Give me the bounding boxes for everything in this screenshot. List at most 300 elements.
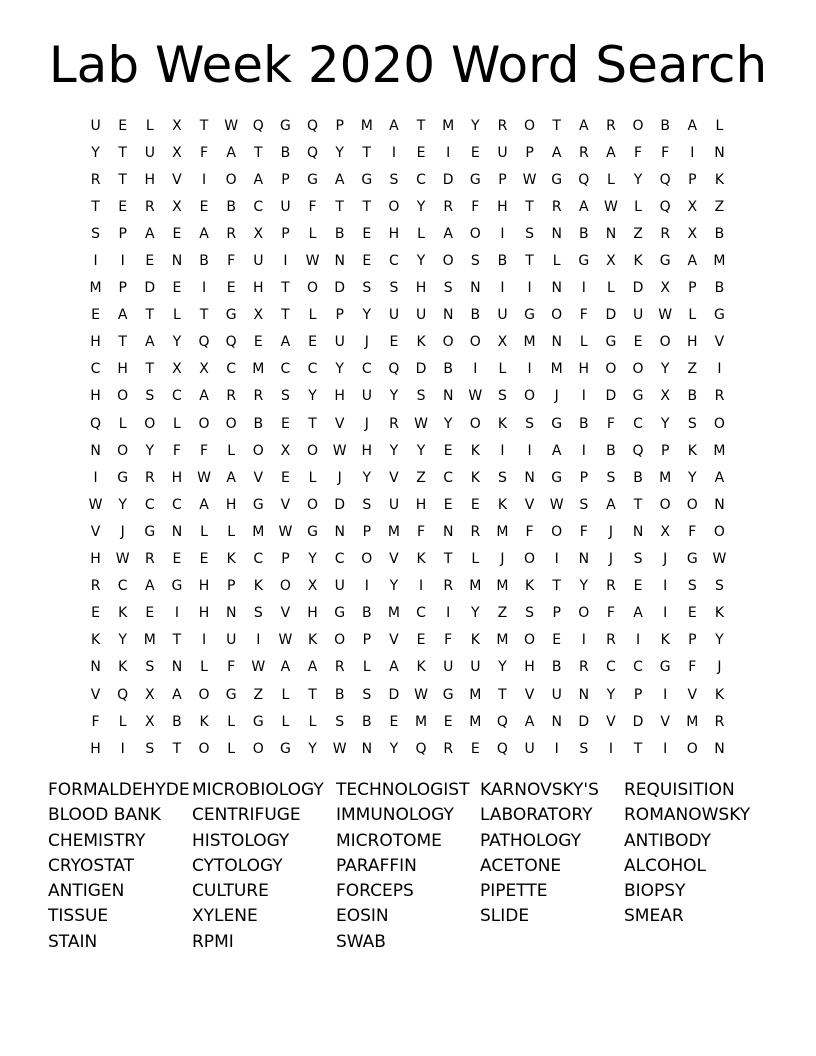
grid-letter[interactable]: F [579,523,588,540]
grid-letter[interactable]: A [443,225,453,242]
grid-letter[interactable]: B [633,469,643,486]
grid-letter[interactable]: S [253,605,263,622]
grid-letter[interactable]: B [579,415,589,432]
grid-letter[interactable]: Q [307,144,319,161]
grid-letter[interactable]: U [470,659,481,676]
grid-letter[interactable]: M [659,469,672,486]
grid-letter[interactable]: W [332,740,347,757]
grid-letter[interactable]: Q [225,334,237,351]
grid-letter[interactable]: O [198,415,210,432]
grid-letter[interactable]: U [497,144,508,161]
grid-letter[interactable]: V [172,171,182,188]
grid-letter[interactable]: O [117,388,129,405]
grid-letter[interactable]: R [443,578,454,595]
grid-letter[interactable]: C [172,388,182,405]
grid-letter[interactable]: X [280,442,291,459]
grid-letter[interactable]: I [527,442,532,459]
grid-letter[interactable]: S [579,740,589,757]
grid-letter[interactable]: K [416,551,426,568]
grid-letter[interactable]: P [226,578,236,595]
grid-letter[interactable]: M [143,632,156,649]
grid-letter[interactable]: D [578,713,590,730]
grid-letter[interactable]: E [633,578,643,595]
grid-letter[interactable]: R [606,117,616,134]
grid-letter[interactable]: G [686,551,698,568]
grid-letter[interactable]: H [171,469,183,486]
grid-letter[interactable]: X [172,198,182,215]
grid-letter[interactable]: T [199,117,209,134]
grid-letter[interactable]: R [334,659,345,676]
grid-letter[interactable]: S [525,415,534,432]
grid-letter[interactable]: T [308,415,317,432]
grid-letter[interactable]: E [362,225,372,242]
grid-letter[interactable]: K [633,253,643,270]
grid-letter[interactable]: G [307,171,318,188]
grid-letter[interactable]: X [172,117,182,134]
grid-letter[interactable]: H [687,334,698,351]
grid-letter[interactable]: K [416,334,426,351]
grid-letter[interactable]: O [225,171,237,188]
grid-letter[interactable]: N [334,523,345,540]
grid-letter[interactable]: Z [633,225,643,242]
grid-letter[interactable]: X [145,686,155,703]
grid-letter[interactable]: V [90,523,101,540]
grid-letter[interactable]: B [551,659,562,676]
grid-letter[interactable]: L [498,361,507,378]
grid-letter[interactable]: G [334,605,346,622]
grid-letter[interactable]: S [145,659,155,676]
grid-letter[interactable]: G [280,740,291,757]
grid-letter[interactable]: O [469,334,481,351]
grid-letter[interactable]: I [201,171,207,188]
grid-letter[interactable]: S [470,253,480,270]
grid-letter[interactable]: M [252,523,265,540]
grid-letter[interactable]: F [444,632,453,649]
grid-letter[interactable]: K [253,578,263,595]
grid-letter[interactable]: U [388,496,400,513]
grid-letter[interactable]: N [578,686,590,703]
grid-letter[interactable]: C [280,361,291,378]
grid-letter[interactable]: T [443,551,453,568]
grid-letter[interactable]: B [253,415,264,432]
grid-letter[interactable]: R [389,415,399,432]
grid-letter[interactable]: S [714,578,724,595]
grid-letter[interactable]: A [579,198,589,215]
grid-letter[interactable]: M [469,686,482,703]
grid-letter[interactable]: X [253,307,264,324]
grid-letter[interactable]: W [604,198,618,215]
grid-letter[interactable]: S [606,469,616,486]
grid-letter[interactable]: I [554,740,559,757]
grid-letter[interactable]: T [308,686,317,703]
grid-letter[interactable]: K [470,442,480,459]
grid-letter[interactable]: X [687,198,698,215]
grid-letter[interactable]: U [334,334,345,351]
grid-letter[interactable]: P [335,307,344,324]
grid-letter[interactable]: G [578,253,590,270]
grid-letter[interactable]: H [144,171,156,188]
grid-letter[interactable]: Q [496,713,508,730]
grid-letter[interactable]: I [283,253,288,270]
grid-letter[interactable]: C [334,551,345,568]
grid-letter[interactable]: V [660,713,670,730]
grid-letter[interactable]: Q [578,171,590,188]
grid-letter[interactable]: Y [688,469,697,486]
grid-letter[interactable]: F [606,605,615,622]
grid-letter[interactable]: J [554,388,559,405]
grid-letter[interactable]: H [388,225,400,242]
grid-letter[interactable]: L [308,307,317,324]
grid-letter[interactable]: N [524,469,535,486]
grid-letter[interactable]: V [90,686,101,703]
grid-letter[interactable]: B [362,713,372,730]
grid-letter[interactable]: I [690,144,695,161]
grid-letter[interactable]: P [335,117,344,134]
grid-letter[interactable]: A [606,144,616,161]
grid-letter[interactable]: I [581,388,586,405]
grid-letter[interactable]: Z [714,198,725,215]
grid-letter[interactable]: E [145,605,155,622]
grid-letter[interactable]: L [688,307,697,324]
grid-letter[interactable]: A [606,496,616,513]
grid-letter[interactable]: T [118,334,127,351]
grid-letter[interactable]: K [687,442,697,459]
grid-letter[interactable]: U [361,388,372,405]
grid-letter[interactable]: C [416,605,426,622]
grid-letter[interactable]: E [470,144,480,161]
grid-letter[interactable]: I [500,225,505,242]
grid-letter[interactable]: O [551,307,563,324]
grid-letter[interactable]: G [442,686,454,703]
grid-letter[interactable]: Z [687,361,698,378]
grid-letter[interactable]: N [551,713,562,730]
grid-letter[interactable]: Y [633,171,643,188]
grid-letter[interactable]: E [416,144,426,161]
grid-letter[interactable]: P [525,144,534,161]
grid-letter[interactable]: O [578,605,590,622]
grid-letter[interactable]: H [198,578,210,595]
grid-letter[interactable]: A [687,117,698,134]
grid-letter[interactable]: G [280,117,291,134]
grid-letter[interactable]: K [714,686,725,703]
grid-letter[interactable]: A [280,659,291,676]
grid-letter[interactable]: G [361,171,373,188]
grid-letter[interactable]: D [605,388,617,405]
grid-letter[interactable]: L [173,415,181,432]
grid-letter[interactable]: Y [308,388,317,405]
grid-letter[interactable]: Y [606,686,616,703]
grid-letter[interactable]: F [227,659,236,676]
grid-letter[interactable]: J [364,415,369,432]
grid-letter[interactable]: J [608,551,613,568]
grid-letter[interactable]: B [606,442,616,459]
grid-letter[interactable]: N [470,280,481,297]
grid-letter[interactable]: V [714,334,725,351]
grid-letter[interactable]: K [497,415,508,432]
grid-letter[interactable]: O [442,334,454,351]
grid-letter[interactable]: A [714,469,725,486]
grid-letter[interactable]: M [442,117,455,134]
grid-letter[interactable]: R [578,659,589,676]
grid-letter[interactable]: I [500,442,505,459]
grid-letter[interactable]: G [659,659,671,676]
grid-letter[interactable]: B [334,225,345,242]
grid-letter[interactable]: W [251,659,266,676]
grid-letter[interactable]: S [389,280,399,297]
grid-letter[interactable]: X [307,578,318,595]
grid-letter[interactable]: F [200,442,209,459]
grid-letter[interactable]: R [578,144,589,161]
grid-letter[interactable]: Q [496,740,508,757]
grid-letter[interactable]: L [471,551,480,568]
grid-letter[interactable]: P [362,523,372,540]
grid-letter[interactable]: T [525,253,534,270]
grid-letter[interactable]: Y [118,632,127,649]
grid-letter[interactable]: E [470,496,480,513]
grid-letter[interactable]: H [334,388,345,405]
grid-letter[interactable]: O [198,686,210,703]
grid-letter[interactable]: G [144,523,156,540]
grid-letter[interactable]: Y [335,361,344,378]
grid-letter[interactable]: E [91,307,100,324]
grid-letter[interactable]: O [713,415,725,432]
grid-letter[interactable]: J [663,551,668,568]
grid-letter[interactable]: U [280,198,291,215]
grid-letter[interactable]: K [199,713,209,730]
grid-letter[interactable]: I [635,632,641,649]
grid-letter[interactable]: T [172,632,182,649]
grid-letter[interactable]: L [308,469,317,486]
grid-letter[interactable]: W [305,253,320,270]
grid-letter[interactable]: Y [308,551,317,568]
grid-letter[interactable]: I [554,551,559,568]
grid-letter[interactable]: Y [389,578,399,595]
grid-letter[interactable]: G [252,496,264,513]
grid-letter[interactable]: L [281,713,290,730]
grid-letter[interactable]: S [416,388,426,405]
grid-letter[interactable]: I [500,280,505,297]
grid-letter[interactable]: O [524,551,536,568]
grid-letter[interactable]: B [470,307,481,324]
grid-letter[interactable]: E [118,198,128,215]
grid-letter[interactable]: F [417,523,426,540]
grid-letter[interactable]: E [145,253,155,270]
grid-letter[interactable]: D [632,280,644,297]
grid-letter[interactable]: Q [659,198,671,215]
grid-letter[interactable]: W [278,523,293,540]
grid-letter[interactable]: B [334,686,345,703]
grid-letter[interactable]: G [225,307,237,324]
grid-letter[interactable]: C [172,496,182,513]
grid-letter[interactable]: N [578,551,590,568]
grid-letter[interactable]: A [145,225,155,242]
grid-letter[interactable]: T [335,198,344,215]
grid-letter[interactable]: G [551,469,563,486]
grid-letter[interactable]: H [307,605,318,622]
grid-letter[interactable]: Q [659,171,671,188]
grid-letter[interactable]: L [308,225,317,242]
grid-letter[interactable]: N [442,523,454,540]
grid-letter[interactable]: N [225,605,237,622]
grid-letter[interactable]: N [442,307,454,324]
grid-letter[interactable]: H [497,198,508,215]
grid-letter[interactable]: E [199,551,209,568]
grid-letter[interactable]: I [364,578,369,595]
grid-letter[interactable]: T [552,117,561,134]
grid-letter[interactable]: I [446,144,451,161]
grid-letter[interactable]: C [253,551,264,568]
grid-letter[interactable]: T [362,144,372,161]
grid-letter[interactable]: C [253,198,264,215]
grid-letter[interactable]: X [172,144,182,161]
grid-letter[interactable]: K [660,632,670,649]
grid-letter[interactable]: X [660,388,670,405]
grid-letter[interactable]: Y [498,659,507,676]
grid-letter[interactable]: T [199,307,209,324]
grid-letter[interactable]: M [469,713,482,730]
grid-letter[interactable]: N [442,388,454,405]
grid-letter[interactable]: M [387,523,400,540]
grid-letter[interactable]: Z [253,686,264,703]
grid-letter[interactable]: N [551,334,562,351]
grid-letter[interactable]: S [687,578,697,595]
grid-letter[interactable]: A [280,334,291,351]
grid-letter[interactable]: K [307,632,318,649]
grid-letter[interactable]: J [608,523,613,540]
grid-letter[interactable]: T [633,740,643,757]
grid-letter[interactable]: E [172,280,182,297]
grid-letter[interactable]: R [226,388,237,405]
grid-letter[interactable]: L [200,659,208,676]
grid-letter[interactable]: A [551,144,562,161]
grid-letter[interactable]: W [197,469,211,486]
grid-letter[interactable]: P [281,551,290,568]
grid-letter[interactable]: Y [145,442,155,459]
grid-letter[interactable]: M [252,361,265,378]
grid-letter[interactable]: P [688,280,697,297]
grid-letter[interactable]: W [88,496,103,513]
grid-letter[interactable]: F [471,198,480,215]
grid-letter[interactable]: J [500,551,505,568]
grid-letter[interactable]: V [280,496,291,513]
grid-letter[interactable]: R [443,198,454,215]
grid-letter[interactable]: O [334,632,346,649]
grid-letter[interactable]: W [522,171,537,188]
grid-letter[interactable]: O [686,740,698,757]
grid-letter[interactable]: L [118,713,127,730]
grid-letter[interactable]: G [605,334,617,351]
grid-letter[interactable]: Q [307,117,319,134]
grid-letter[interactable]: Y [416,442,426,459]
grid-letter[interactable]: D [144,280,156,297]
grid-letter[interactable]: E [389,713,399,730]
grid-letter[interactable]: C [443,469,454,486]
grid-letter[interactable]: G [714,307,725,324]
grid-letter[interactable]: O [524,632,536,649]
grid-letter[interactable]: N [90,659,101,676]
grid-letter[interactable]: S [525,605,534,622]
grid-letter[interactable]: S [362,496,372,513]
grid-letter[interactable]: I [527,361,532,378]
grid-letter[interactable]: C [416,171,426,188]
grid-letter[interactable]: H [524,659,535,676]
grid-letter[interactable]: M [713,253,726,270]
grid-letter[interactable]: R [714,713,725,730]
grid-letter[interactable]: E [281,415,290,432]
grid-letter[interactable]: R [226,225,237,242]
grid-letter[interactable]: U [524,740,535,757]
grid-letter[interactable]: S [389,171,399,188]
grid-letter[interactable]: R [497,117,508,134]
grid-letter[interactable]: U [497,307,508,324]
grid-letter[interactable]: T [416,117,426,134]
grid-letter[interactable]: S [145,740,155,757]
grid-letter[interactable]: A [145,578,155,595]
grid-letter[interactable]: O [361,551,373,568]
grid-letter[interactable]: U [415,307,427,324]
grid-letter[interactable]: O [469,415,481,432]
grid-letter[interactable]: H [361,442,373,459]
grid-letter[interactable]: Y [118,496,127,513]
grid-letter[interactable]: Y [471,117,480,134]
grid-letter[interactable]: O [469,225,481,242]
grid-letter[interactable]: P [660,442,670,459]
grid-letter[interactable]: B [714,225,725,242]
grid-letter[interactable]: T [525,198,534,215]
grid-letter[interactable]: R [144,551,155,568]
grid-letter[interactable]: G [307,523,318,540]
grid-letter[interactable]: F [661,144,670,161]
grid-letter[interactable]: V [389,469,399,486]
grid-letter[interactable]: I [581,632,586,649]
grid-letter[interactable]: G [524,307,535,324]
grid-letter[interactable]: O [524,388,536,405]
grid-letter[interactable]: I [473,361,478,378]
grid-letter[interactable]: Q [415,740,427,757]
grid-letter[interactable]: P [688,171,697,188]
grid-letter[interactable]: Y [660,415,670,432]
grid-letter[interactable]: Q [632,442,644,459]
grid-letter[interactable]: U [443,659,454,676]
grid-letter[interactable]: V [334,415,345,432]
grid-letter[interactable]: W [414,686,428,703]
grid-letter[interactable]: L [227,523,236,540]
grid-letter[interactable]: D [334,496,346,513]
grid-letter[interactable]: Z [416,469,426,486]
grid-letter[interactable]: I [717,361,722,378]
grid-letter[interactable]: F [688,523,697,540]
grid-letter[interactable]: T [118,171,127,188]
grid-letter[interactable]: A [117,307,128,324]
grid-letter[interactable]: C [90,361,101,378]
grid-letter[interactable]: Y [660,361,670,378]
grid-letter[interactable]: U [253,253,264,270]
grid-letter[interactable]: E [308,334,317,351]
grid-letter[interactable]: O [117,442,129,459]
grid-letter[interactable]: I [174,605,179,622]
grid-letter[interactable]: I [663,578,668,595]
grid-letter[interactable]: N [334,253,345,270]
grid-letter[interactable]: D [415,361,427,378]
grid-letter[interactable]: U [90,117,101,134]
grid-letter[interactable]: E [552,632,562,649]
grid-letter[interactable]: H [225,496,237,513]
grid-letter[interactable]: C [633,415,643,432]
grid-letter[interactable]: S [91,225,100,242]
grid-letter[interactable]: K [497,496,508,513]
grid-letter[interactable]: B [497,253,508,270]
grid-letter[interactable]: P [118,280,127,297]
